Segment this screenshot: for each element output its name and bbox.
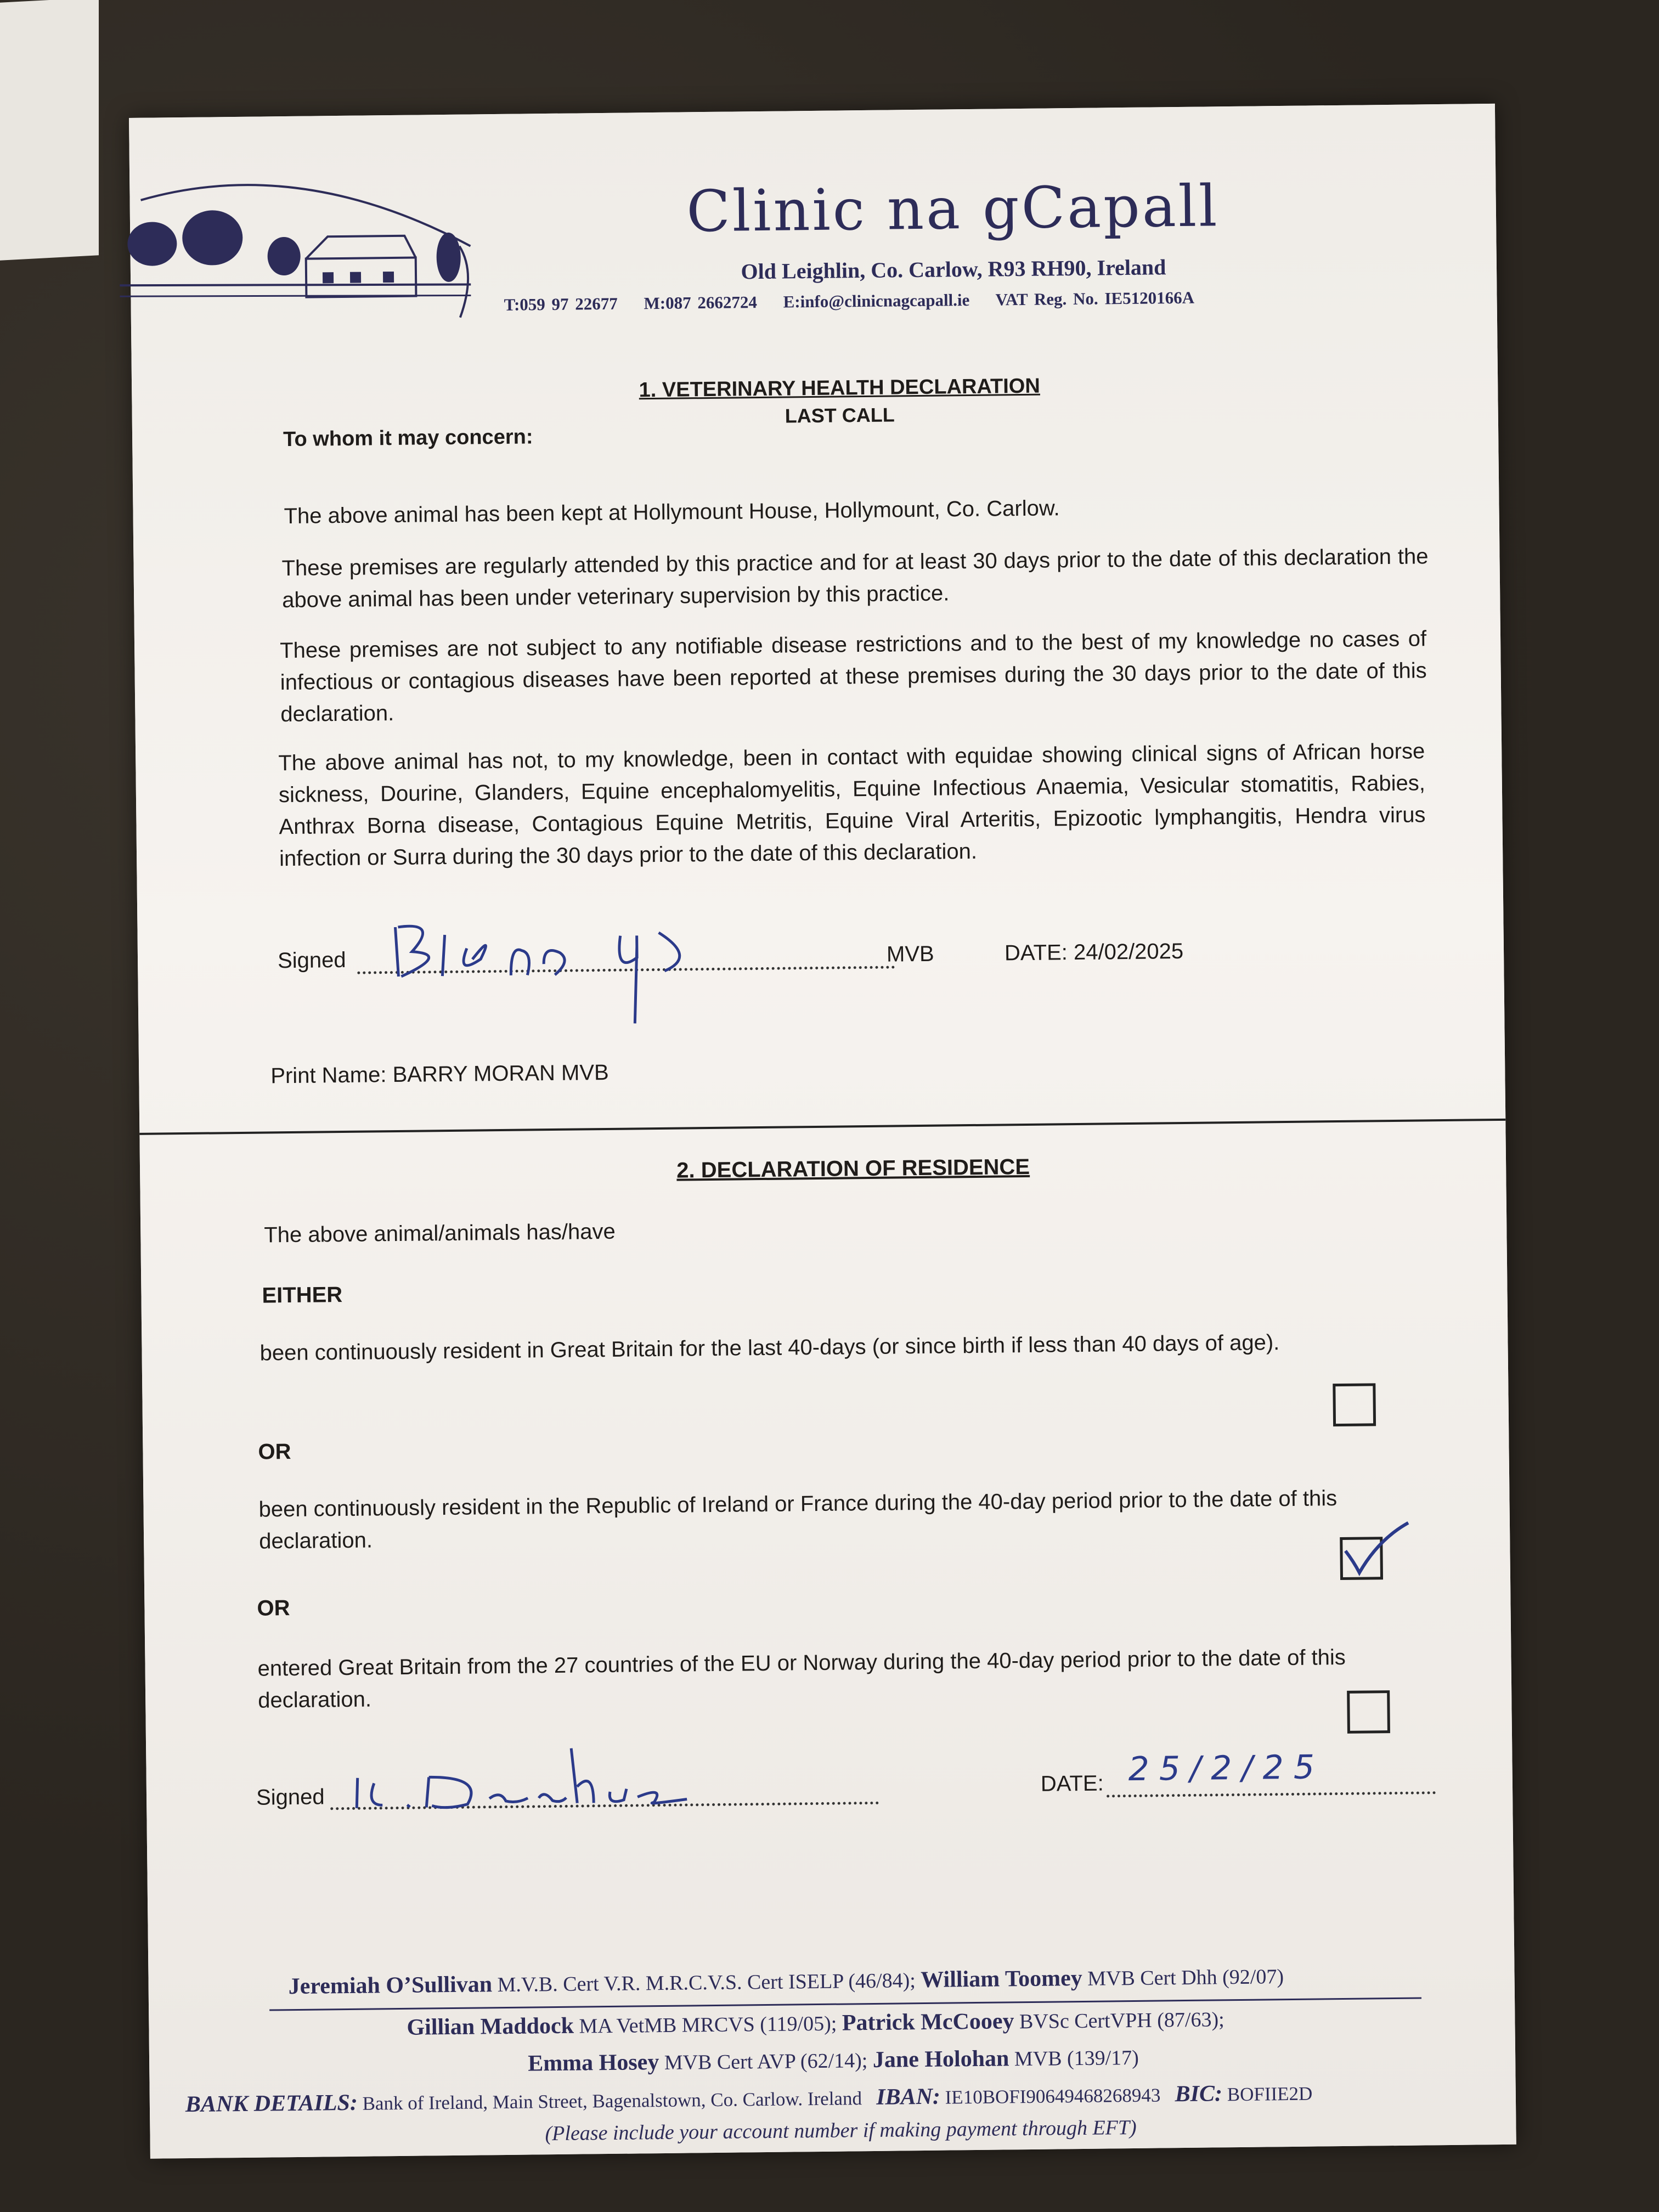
vet-signature bbox=[379, 891, 720, 1042]
vat-number: VAT Reg. No. IE5120166A bbox=[995, 287, 1195, 309]
declaration-date: DATE: 24/02/2025 bbox=[1004, 939, 1184, 966]
bank-details bbox=[185, 2080, 1313, 2118]
footer-line-2 bbox=[407, 2006, 1224, 2041]
signed-label-2: Signed bbox=[256, 1785, 325, 1810]
bank-label: BANK DETAILS: bbox=[185, 2090, 358, 2118]
footer-line-1 bbox=[288, 1963, 1284, 2000]
signed-label-1: Signed bbox=[277, 947, 346, 973]
vet-credentials-1: M.V.B. Cert V.R. M.R.C.V.S. Cert ISELP (46/84); bbox=[497, 1969, 916, 1997]
handwritten-date: 25/2/25 bbox=[1128, 1748, 1325, 1789]
paragraph-premises: The above animal has been kept at Hollymount House, Hollymount, Co. Carlow. bbox=[284, 496, 1060, 529]
salutation: To whom it may concern: bbox=[283, 425, 533, 452]
clinic-address: Old Leighlin, Co. Carlow, R93 RH90, Ireland bbox=[741, 255, 1166, 284]
vet-name-5: Emma Hosey bbox=[527, 2050, 659, 2076]
either-label: EITHER bbox=[262, 1283, 343, 1308]
paragraph-diseases: The above animal has not, to my knowledge, been in contact with equidae showing clinical signs of African horse sickness, Dourine, Glanders, Equine encephalomyelitis, Equine Infectious Anaemia, Vesicular stomatitis, Rabies, Anthrax Borna disease, Contagious Equine Metritis, Equine Viral Arteritis, Epizootic lymphangitis, Hendra virus infection or Surra during the 30 days prior to the date of this declaration. bbox=[278, 739, 1426, 871]
check-mark-icon bbox=[1340, 1517, 1412, 1578]
payment-note: (Please include your account number if making payment through EFT) bbox=[545, 2115, 1137, 2146]
clinic-name: Clinic na gCapall bbox=[686, 172, 1220, 245]
vet-name-3: Gillian Maddock bbox=[407, 2013, 574, 2040]
paragraph-supervision: These premises are regularly attended by this practice and for at least 30 days prior to the date of this declaration the above animal has been under veterinary supervision by this practice. bbox=[281, 544, 1429, 613]
vet-credentials-2: MVB Cert Dhh (92/07) bbox=[1087, 1965, 1284, 1990]
telephone: T:059 97 22677 bbox=[504, 294, 618, 314]
residence-option-2: been continuously resident in the Republic of Ireland or France during the 40-day period prior to the date of this declaration. bbox=[258, 1486, 1338, 1554]
mvb-suffix: MVB bbox=[886, 941, 934, 967]
vet-credentials-3: MA VetMB MRCVS (119/05); bbox=[579, 2012, 837, 2038]
section-divider bbox=[139, 1119, 1505, 1135]
footer-line-3 bbox=[528, 2044, 1139, 2077]
footer-rule bbox=[269, 1997, 1421, 2011]
residence-option-3: entered Great Britain from the 27 countries of the EU or Norway during the 40-day period prior to the date of this declaration. bbox=[257, 1645, 1346, 1713]
contact-line bbox=[504, 285, 1436, 315]
mobile: M:087 2662724 bbox=[644, 292, 758, 313]
bic-label: BIC: bbox=[1175, 2081, 1223, 2107]
vet-name-6: Jane Holohan bbox=[872, 2046, 1009, 2073]
iban-label: IBAN: bbox=[876, 2084, 941, 2110]
background-paper bbox=[0, 0, 99, 261]
iban-value: IE10BOFI90649468268943 bbox=[945, 2084, 1161, 2108]
option-1-checkbox[interactable] bbox=[1333, 1383, 1376, 1426]
or-label-1: OR bbox=[258, 1440, 291, 1464]
section1-heading: 1. VETERINARY HEALTH DECLARATION bbox=[639, 374, 1041, 402]
date-line-2 bbox=[1107, 1791, 1436, 1797]
vet-name-1: Jeremiah O’Sullivan bbox=[288, 1972, 493, 2000]
or-label-2: OR bbox=[257, 1596, 290, 1621]
section1-subheading: LAST CALL bbox=[785, 403, 895, 427]
vet-credentials-4: BVSc CertVPH (87/63); bbox=[1019, 2008, 1224, 2034]
residence-option-1: been continuously resident in Great Britain for the last 40-days (or since birth if less than 40 days of age). bbox=[259, 1330, 1280, 1365]
option-2-checkbox[interactable] bbox=[1340, 1537, 1383, 1580]
farmhouse-logo bbox=[119, 163, 482, 326]
print-name: Print Name: BARRY MORAN MVB bbox=[270, 1060, 609, 1088]
vet-credentials-5: MVB Cert AVP (62/14); bbox=[664, 2049, 868, 2074]
email: E:info@clinicnagcapall.ie bbox=[783, 290, 970, 312]
option-3-checkbox[interactable] bbox=[1347, 1690, 1390, 1734]
document-page bbox=[129, 104, 1516, 2159]
bank-address: Bank of Ireland, Main Street, Bagenalstown, Co. Carlow. Ireland bbox=[362, 2087, 862, 2114]
paragraph-restrictions: These premises are not subject to any notifiable disease restrictions and to the best of my knowledge no cases of infectious or contagious diseases have been reported at these premises during the 30 days prior to the date of this declaration. bbox=[279, 627, 1427, 727]
residence-intro: The above animal/animals has/have bbox=[264, 1219, 616, 1248]
vet-name-4: Patrick McCooey bbox=[842, 2008, 1014, 2036]
owner-signature bbox=[335, 1736, 731, 1817]
section2-heading: 2. DECLARATION OF RESIDENCE bbox=[676, 1154, 1030, 1183]
date-label-2: DATE: bbox=[1040, 1771, 1104, 1796]
vet-credentials-6: MVB (139/17) bbox=[1014, 2046, 1139, 2071]
vet-name-2: William Toomey bbox=[921, 1965, 1082, 1993]
bic-value: BOFIIE2D bbox=[1227, 2083, 1313, 2106]
